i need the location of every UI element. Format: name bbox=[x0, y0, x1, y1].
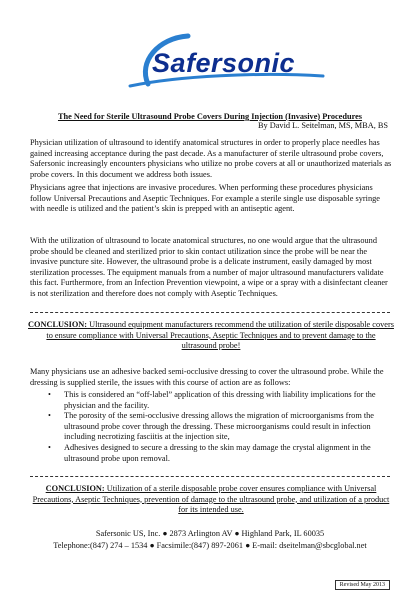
list-item: • Adhesives designed to secure a dressing to the skin may damage the crystal alignment in the ultrasound probe upon removal. bbox=[30, 443, 392, 464]
list-item: • The porosity of the semi-occlusive dressing allows the migration of microorganisms from the ultrasound probe cover through the dressing. These microorganisms could result in infection including necrotizing fasciitis at the injection site, bbox=[30, 411, 392, 443]
safersonic-logo bbox=[118, 32, 328, 90]
paragraph-invasive: Physicians agree that injections are invasive procedures. When performing these procedures physicians follow Universal Precautions and Aseptic Techniques. For example a sterile single use disposable syringe with needle is utilized and the patient’s skin is prepped with an antiseptic agent. bbox=[30, 183, 380, 214]
paragraph-sterilization: With the utilization of ultrasound to locate anatomical structures, no one would argue that the ultrasound probe should be cleaned and sterilized prior to skin contact utilization since the probe will be near the invasive puncture site. However, the ultrasound probe is a delicate instrument, easily damaged by most sterilization processes. The equipment manuals from a number of major ultrasound manufacturers validate this fact. Furthermore, from an Infection Prevention viewpoint, a wipe or a spray with a disinfectant cleaner is not sterilization and therefore does not comply with Aseptic Techniques. bbox=[30, 236, 388, 298]
conclusion-1-label: CONCLUSION: bbox=[28, 320, 88, 329]
paragraph-dressing: Many physicians use an adhesive backed semi-occlusive dressing to cover the ultrasound probe. While the dressing is supplied sterile, the issues with this course of action are as follows: bbox=[30, 367, 384, 387]
conclusion-1-text: Ultrasound equipment manufacturers recommend the utilization of sterile disposable covers to ensure compliance with Universal Precautions, Aseptic Techniques and to prevent damage to the ultrasound probe! bbox=[46, 320, 394, 351]
conclusion-1 bbox=[28, 320, 394, 352]
conclusion-2-text: Utilization of a sterile disposable probe cover ensures compliance with Universal Precautions, Aseptic Techniques, prevention of damage to the ultrasound probe, and utilization of a product for its intended use. bbox=[32, 484, 390, 515]
paragraph-intro: Physician utilization of ultrasound to identify anatomical structures in order to properly place needles has gained increasing acceptance during the past decade. As a manufacturer of sterile ultrasound probe covers, Safersonic increasingly encounters physicians who utilize no probe covers at all or unauthorized materials as probe covers. In this document we address both issues. bbox=[30, 138, 392, 179]
document-title: The Need for Sterile Ultrasound Probe Covers During Injection (Invasive) Procedures bbox=[57, 112, 363, 121]
revision-badge: Revised May 2013 bbox=[335, 580, 390, 590]
author-byline: By David L. Seitelman, MS, MBA, BS bbox=[258, 121, 388, 130]
conclusion-2 bbox=[28, 484, 394, 516]
conclusion-2-label: CONCLUSION: bbox=[45, 484, 105, 493]
logo-text: Safersonic bbox=[152, 48, 296, 78]
list-item: • This is considered an “off-label” application of this dressing with liability implications for the physician and the facility. bbox=[30, 390, 392, 411]
footer-address: Safersonic US, Inc. ● 2873 Arlington AV ● Highland Park, IL 60035 bbox=[95, 529, 325, 538]
divider bbox=[30, 476, 390, 477]
divider bbox=[30, 312, 390, 313]
footer-contact: Telephone:(847) 274 – 1534 ● Facsimile:(847) 897-2061 ● E-mail: dseitelman@sbcglobal.net bbox=[53, 541, 367, 550]
issues-list bbox=[30, 390, 392, 464]
